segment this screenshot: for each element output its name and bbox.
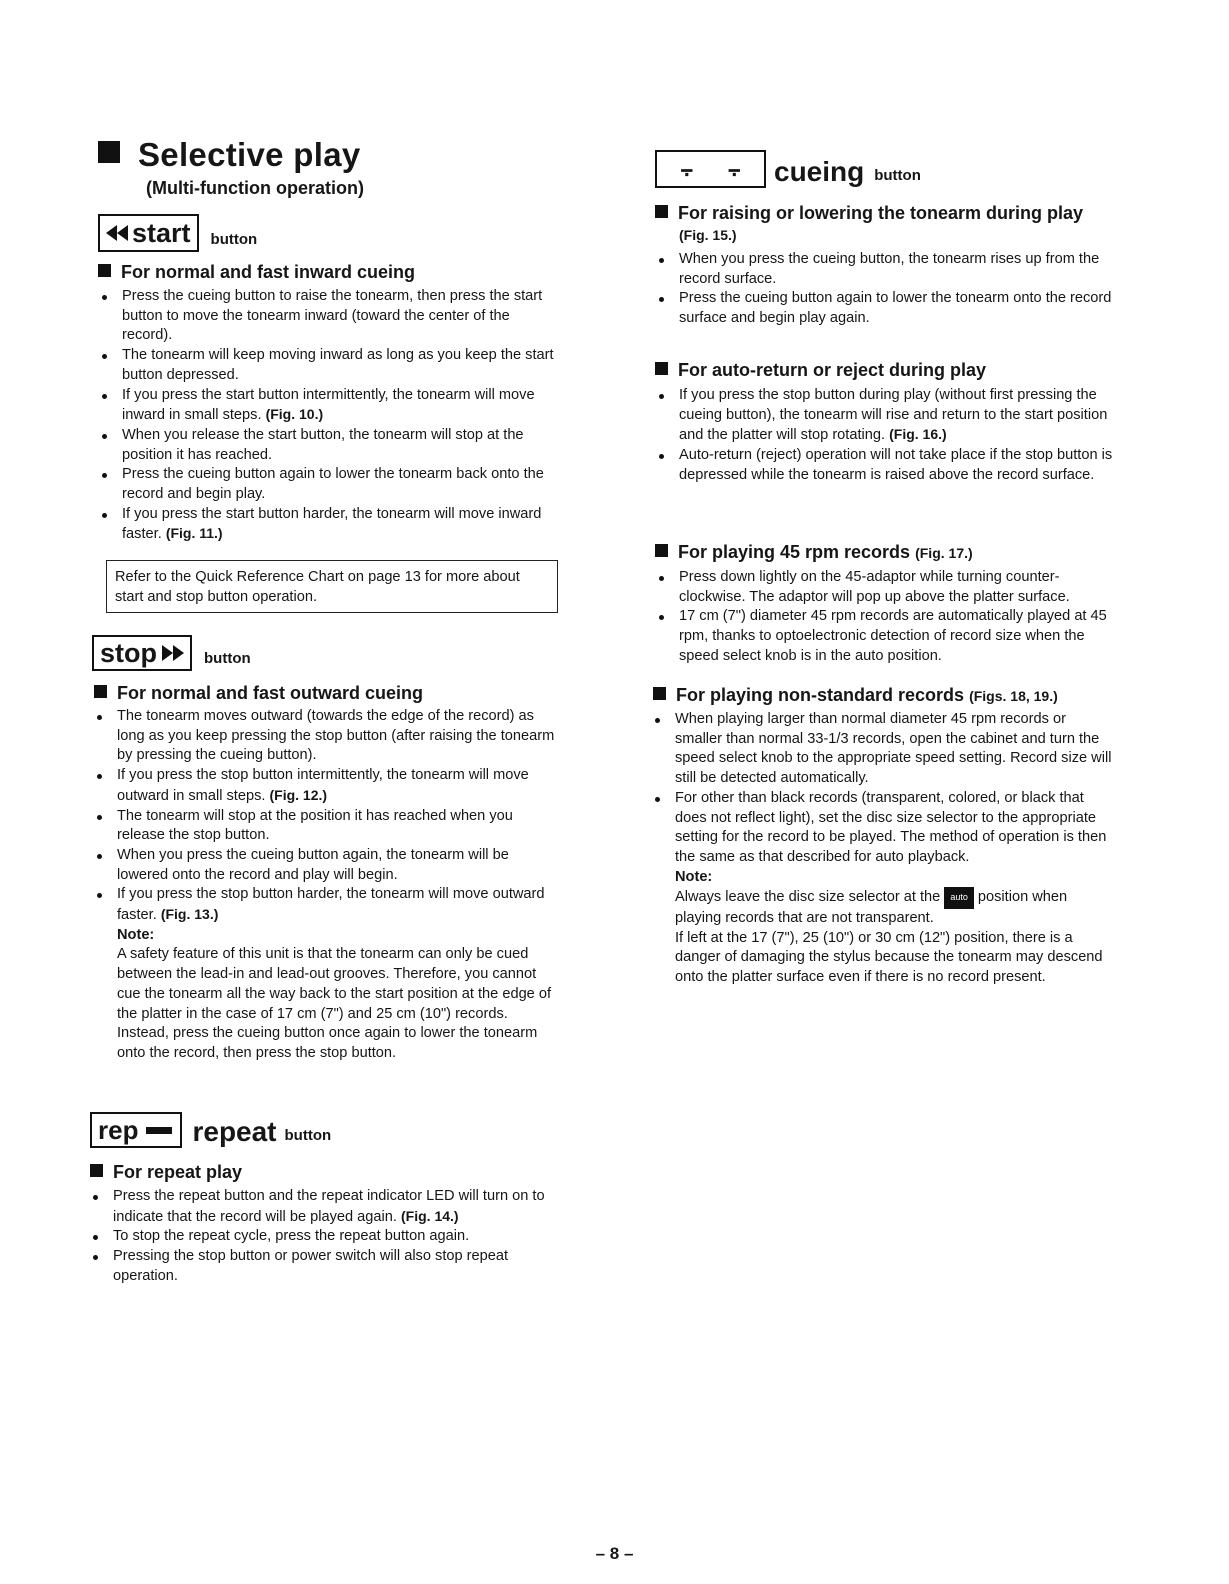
- page-subtitle: (Multi-function operation): [146, 178, 364, 198]
- start-instructions-list: [98, 287, 560, 545]
- repeat-button-label-row: [90, 1112, 331, 1148]
- reference-note-box: Refer to the Quick Reference Chart on page 13 for more about start and stop button operation.: [106, 560, 558, 613]
- page-title-block: [98, 136, 364, 199]
- start-button-label-row: [98, 214, 257, 252]
- forward-icon: [173, 645, 184, 661]
- cueing-section-heading: For raising or lowering the tonearm during play: [655, 203, 1083, 224]
- cueing-up-down-icon: ⨪: [680, 156, 694, 181]
- stop-button-box: stop: [92, 635, 192, 671]
- list-item: The tonearm moves outward (towards the edge of the record) as long as you keep pressing the stop button (after raising the tonearm by pressing the cueing button).: [93, 707, 555, 766]
- list-item: When playing larger than normal diameter 45 rpm records or smaller than normal 33-1/3 records, open the cabinet and turn the speed select knob to the appropriate speed setting. Record size will still be detected automatically.: [651, 710, 1113, 789]
- square-bullet-icon: [94, 685, 107, 698]
- stop-section-heading: For normal and fast outward cueing: [94, 683, 423, 704]
- page-number: – 8 –: [595, 1544, 634, 1563]
- list-item: Press the repeat button and the repeat indicator LED will turn on to indicate that the record will be played again. (Fig. 14.): [89, 1187, 553, 1227]
- note-text: A safety feature of this unit is that the tonearm can only be cued between the lead-in and lead-out grooves. Therefore, you cannot cue the tonearm all the way back to the start position at the edge of the platter in the case of 17 cm (7") and 25 cm (10") records. Instead, press the cueing button once again to lower the tonearm onto the record, then press the stop button.: [117, 946, 552, 1061]
- cueing-button-label-row: [655, 150, 921, 188]
- cueing-button-box: [655, 150, 766, 188]
- cueing-instructions-list: [655, 250, 1117, 329]
- list-item: To stop the repeat cycle, press the repeat button again.: [89, 1227, 553, 1247]
- list-item: The tonearm will keep moving inward as long as you keep the start button depressed.: [98, 346, 560, 385]
- nonstandard-section-heading: For playing non-standard records (Figs. 18, 19.): [653, 685, 1058, 706]
- square-bullet-icon: [655, 544, 668, 557]
- list-item: Press the cueing button to raise the tonearm, then press the start button to move the tonearm inward (toward the center of the record).: [98, 287, 560, 346]
- auto-position-badge: auto: [944, 887, 974, 909]
- square-bullet-icon: [655, 362, 668, 375]
- rewind-icon: [117, 225, 128, 241]
- repeat-button-box: rep: [90, 1112, 182, 1148]
- list-item: When you release the start button, the tonearm will stop at the position it has reached.: [98, 426, 560, 465]
- list-item: If you press the start button harder, the tonearm will move inward faster. (Fig. 11.): [98, 505, 560, 545]
- repeat-word: repeat: [192, 1116, 277, 1147]
- cueing-word: cueing: [774, 156, 865, 187]
- cueing-figure-ref: (Fig. 15.): [679, 227, 737, 243]
- list-item: If you press the stop button during play (without first pressing the cueing button), the tonearm will rise and return to the start position and the platter will stop rotating. (Fig. 16.): [655, 386, 1117, 446]
- list-item: Press the cueing button again to lower the tonearm back onto the record and begin play.: [98, 465, 560, 504]
- list-item: Pressing the stop button or power switch will also stop repeat operation.: [89, 1247, 553, 1286]
- note-label: Note:: [675, 868, 713, 885]
- list-item: When you press the cueing button again, the tonearm will be lowered onto the record and play will begin.: [93, 846, 555, 885]
- nonstandard-instructions-list: [651, 710, 1113, 988]
- rewind-icon: [106, 225, 117, 241]
- stop-button-caption: button: [204, 650, 251, 667]
- list-item: Press the cueing button again to lower the tonearm onto the record surface and begin play again.: [655, 289, 1117, 328]
- square-bullet-icon: [653, 687, 666, 700]
- square-bullet-icon: [90, 1164, 103, 1177]
- list-item: For other than black records (transparent, colored, or black that does not reflect light), set the disc size selector to the appropriate setting for the record to be played. The method of operation is then the same as that described for auto playback. Note: Always leave the disc size selector at the auto position when playing records that are not transparent. If left at the 17 (7"), 25 (10") or 30 cm (12") position, there is a danger of damaging the stylus because the tonearm may descend onto the platter surface even if there is no record present.: [651, 789, 1113, 988]
- forward-icon: [162, 645, 173, 661]
- cueing-up-down-icon: ⨪: [727, 156, 741, 181]
- repeat-instructions-list: [89, 1187, 553, 1287]
- start-section-heading: For normal and fast inward cueing: [98, 262, 415, 283]
- stop-button-label-row: [92, 635, 251, 671]
- square-bullet-icon: [655, 205, 668, 218]
- rpm45-section-heading: For playing 45 rpm records (Fig. 17.): [655, 542, 973, 563]
- list-item: When you press the cueing button, the tonearm rises up from the record surface.: [655, 250, 1117, 289]
- repeat-button-caption: button: [284, 1127, 332, 1144]
- list-item: If you press the start button intermittently, the tonearm will move inward in small steps. (Fig. 10.): [98, 386, 560, 426]
- list-item: If you press the stop button intermittently, the tonearm will move outward in small steps. (Fig. 12.): [93, 766, 555, 806]
- list-item: The tonearm will stop at the position it has reached when you release the stop button.: [93, 807, 555, 846]
- note-label: Note:: [117, 926, 155, 943]
- rpm45-instructions-list: [655, 568, 1117, 667]
- stop-instructions-list: [93, 707, 555, 1064]
- autoreturn-instructions-list: [655, 386, 1117, 486]
- page-title: Selective play: [98, 136, 364, 174]
- list-item: Press down lightly on the 45-adaptor while turning counter-clockwise. The adaptor will pop up above the platter surface.: [655, 568, 1117, 607]
- square-bullet-icon: [98, 141, 120, 163]
- repeat-bar-icon: [146, 1127, 172, 1134]
- autoreturn-section-heading: For auto-return or reject during play: [655, 360, 986, 381]
- square-bullet-icon: [98, 264, 111, 277]
- start-button-box: start: [98, 214, 199, 252]
- cueing-button-caption: button: [874, 167, 921, 184]
- start-button-caption: button: [210, 231, 258, 248]
- list-item: 17 cm (7") diameter 45 rpm records are automatically played at 45 rpm, thanks to optoelectronic detection of record size when the speed select knob is in the auto position.: [655, 607, 1117, 666]
- repeat-section-heading: For repeat play: [90, 1162, 242, 1183]
- list-item: If you press the stop button harder, the tonearm will move outward faster. (Fig. 13.) Note: A safety feature of this unit is that the tonearm can only be cued between the lead-in and lead-out grooves. Therefore, you cannot cue the tonearm all the way back to the start position at the edge of the platter in the case of 17 cm (7") and 25 cm (10") records. Instead, press the cueing button once again to lower the tonearm onto the record, then press the stop button.: [93, 885, 555, 1063]
- list-item: Auto-return (reject) operation will not take place if the stop button is depressed while the tonearm is raised above the record surface.: [655, 446, 1117, 485]
